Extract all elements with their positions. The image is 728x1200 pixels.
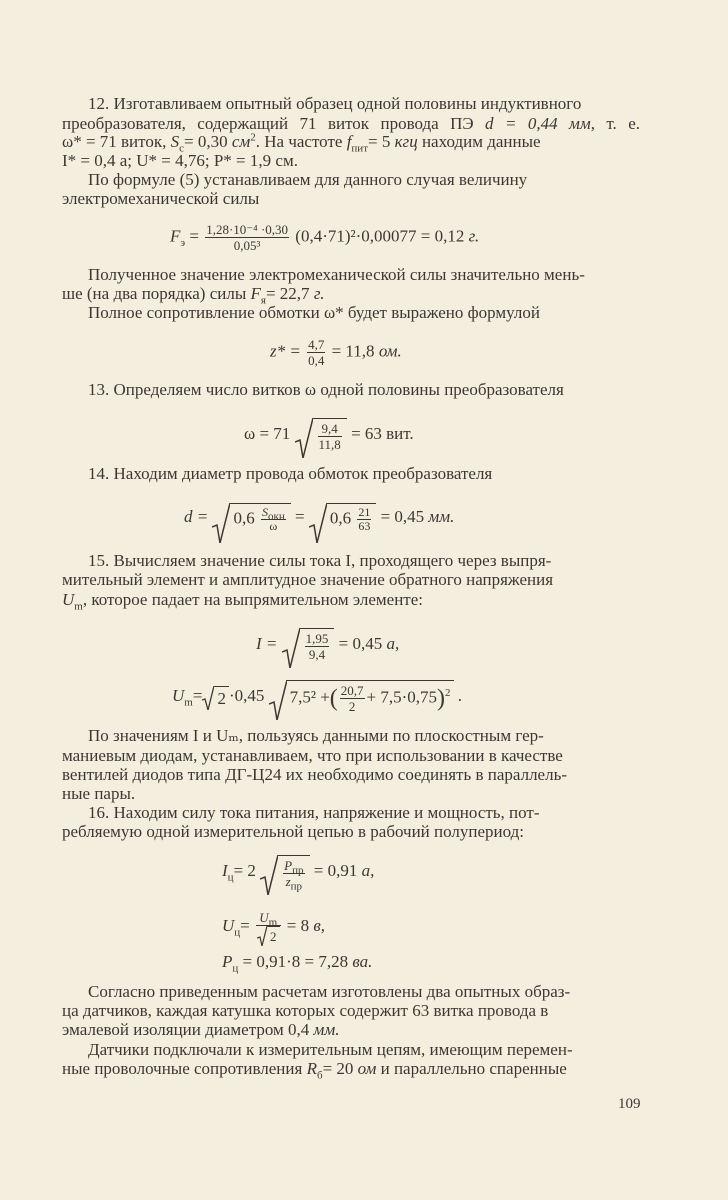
end-r-unit: ом [357,1059,377,1078]
equation-supply-voltage [222,910,422,944]
para13: 13. Определяем число витков ω одной половины преобразователя [88,380,564,399]
result-f-sub: я [260,294,266,307]
eq-uc-equals: = [240,915,250,935]
eq-ic-unit: а, [361,860,375,880]
eq-force-den: 0,05³ [233,238,261,253]
equation-reverse-voltage [172,680,572,714]
eq-um-num: 20,7 [340,683,364,698]
eq-d-den2: 63 [358,519,371,533]
end-line3 [62,1020,728,1040]
equation-current [256,628,496,662]
eq-force-num: 1,28·10⁻⁴ ·0,30 [206,222,289,237]
para12-unit: мм, [569,114,595,133]
para12-s-symbol: S [170,132,180,151]
end-r-value: = 20 [322,1059,354,1078]
eq-d-unit: мм. [428,506,455,526]
para12-line5: По формуле (5) устанавливаем для данного случая величину [88,170,528,189]
eq-uc-unit: в, [313,915,325,935]
eq-i-den: 9,4 [308,647,326,662]
eq-uc-lhs: U [222,915,235,935]
result-line2-text: ше (на два порядка) силы [62,284,247,303]
equation-turns [244,418,504,452]
eq-i-unit: а, [386,633,400,653]
diodes-line2: маниевым диодам, устанавливаем, что при использовании в качестве [62,746,563,765]
eq-d-equals: = [294,506,305,526]
eq-ic-num-sub: пр [292,864,304,877]
end-line4: Датчики подключали к измерительным цепям, имеющим перемен- [88,1040,573,1059]
para12-f-value: = 5 [368,132,391,151]
eq-force-unit: г. [468,226,480,246]
para12-f-unit: кгц [394,132,418,151]
eq-ic-equals: = 2 [233,860,256,880]
result-line3: Полное сопротивление обмотки ω* будет выражено формулой [88,303,540,322]
end-r-symbol: R [306,1059,317,1078]
eq-i-sqrt [282,628,335,662]
eq-force-fraction [205,222,289,253]
end-line3-text: эмалевой изоляции диаметром 0,4 [62,1020,310,1039]
result-f-value: = 22,7 [265,284,310,303]
eq-force-rest: (0,4·71)²·0,00077 = 0,12 [295,226,465,246]
eq-i-num: 1,95 [305,631,329,646]
eq-d-k2: 0,6 [329,508,352,528]
end-r-sub: б [316,1069,323,1082]
end-line5-tail: и параллельно спаренные [380,1059,567,1078]
para12-diameter: d = 0,44 [485,114,558,133]
end-line5 [62,1059,728,1082]
eq-i-rest: = 0,45 [338,633,383,653]
para12-freq-label: . На частоте [255,132,343,151]
radical-icon [269,680,287,720]
para12-f-symbol: f [346,132,352,151]
equation-diameter [184,503,544,533]
eq-w-fraction [318,421,342,452]
eq-uc-sqrt [257,926,280,944]
radical-icon [260,855,278,895]
radical-icon [295,418,313,458]
para12-line4: I* = 0,4 а; U* = 4,76; P* = 1,9 см. [62,151,298,170]
eq-uc-num: U [259,910,269,925]
eq-um-b: + 7,5·0,75 [366,687,438,707]
eq-z-unit: ом. [378,341,402,361]
eq-d-sqrt1 [212,503,290,533]
diodes-line4: ные пары. [62,784,136,803]
eq-w-den: 11,8 [318,437,341,452]
eq-d-num1: S [261,505,268,519]
equation-power [222,952,462,975]
eq-force-lhs-sub: э [180,236,186,249]
eq-ic-rest: = 0,91 [313,860,358,880]
para15-line3 [62,590,728,613]
equation-force: $F_э$ = $\frac{\text{1,28·10⁻⁴ ·0,30}}{\text{0,05³}}$ (0,4·71)²·0,00077 = 0,12 г. [170,222,480,253]
eq-ic-den: z [285,874,291,889]
result-f-unit: г. [313,284,325,303]
radical-icon [212,503,230,543]
eq-d-fraction1 [261,506,286,533]
eq-force-lhs: F [170,226,181,246]
para12-line2-tail: т. е. [606,114,641,133]
eq-um-equals: = [192,685,203,705]
equation-impedance [270,337,470,368]
eq-um-sqrt2 [202,686,229,709]
eq-d-sqrt2 [309,503,377,533]
page-number: 109 [618,1096,641,1112]
eq-w-sqrt [295,418,347,452]
end-line5-text: ные проволочные сопротивления [62,1059,303,1078]
eq-um-root2: 2 [214,686,229,709]
end-line2: ца датчиков, каждая катушка которых содержит 63 витка провода в [62,1001,549,1020]
radical-icon [202,686,214,710]
para15-line1: 15. Вычисляем значение силы тока I, проходящего через выпря- [88,551,552,570]
radical-icon [257,926,267,946]
para12-find-data: находим данные [421,132,541,151]
eq-d-fraction2 [357,506,371,533]
para12-s-unit: см [231,132,251,151]
eq-pc-lhs: P [222,952,233,971]
eq-um-a: 7,5² + [289,687,330,707]
eq-d-k1: 0,6 [233,508,255,528]
para12-s-sub: c [179,142,185,155]
eq-z-fraction [307,337,325,368]
para15-u-symbol: U [62,590,75,609]
eq-uc-lhs-sub: ц [234,926,241,939]
eq-uc-num-sub: m [268,916,278,929]
eq-pc-unit: ва. [352,952,373,971]
eq-um-lhs-sub: m [184,696,193,709]
eq-ic-lhs: I [222,860,228,880]
eq-d-rest: = 0,45 [380,506,425,526]
para15-line2: мительный элемент и амплитудное значение обратного напряжения [62,570,554,589]
para16-line1: 16. Находим силу тока питания, напряжение и мощность, пот- [88,803,540,822]
diodes-line1: По значениям I и Uₘ, пользуясь данными по плоскостным гер- [88,726,544,745]
eq-uc-den: 2 [267,926,280,944]
result-line2 [62,284,728,307]
end-line1: Согласно приведенным расчетам изготовлены два опытных образ- [88,982,571,1001]
para12-line2 [62,114,640,134]
para16-line2: ребляемую одной измерительной цепью в рабочий полупериод: [62,822,525,841]
para12-line3 [62,131,640,155]
eq-i-fraction [305,631,330,662]
eq-z-num: 4,7 [308,337,325,352]
para12-line1: 12. Изготавливаем опытный образец одной половины индуктивного [88,94,582,113]
eq-um-lhs: U [172,685,185,705]
eq-w-rest: = 63 вит. [351,423,414,443]
eq-z-rest: = 11,8 [331,341,375,361]
para12-turns: ω* = 71 виток, [62,132,167,151]
eq-d-den1: ω [269,519,278,533]
eq-um-sup: 2 [445,686,451,699]
eq-um-mul: ·0,45 [228,685,265,705]
para12-s-value: = 0,30 [184,132,228,151]
eq-ic-den-sub: пр [290,880,303,893]
eq-pc-rest: = 0,91·8 = 7,28 [242,952,349,971]
result-f-symbol: F [250,284,261,303]
para12-f-sub: пит [351,142,369,155]
eq-um-sqrt: 7,5² +( $\frac{20,7}{2}$ + 7,5·0,75)$^2$ [269,680,454,714]
diodes-line3: вентилей диодов типа ДГ-Ц24 их необходимо соединять в параллель- [62,765,567,784]
eq-w-num: 9,4 [318,421,342,437]
equation-supply-current [222,855,482,893]
para15-line3-text: , которое падает на выпрямительном элементе: [82,590,424,609]
eq-pc-lhs-sub: ц [232,962,239,975]
eq-um-den: 2 [348,699,356,714]
eq-d-lhs: d = [184,506,209,526]
para12-s-sup: 2 [250,131,256,144]
eq-i-lhs: I = [256,633,278,653]
eq-ic-lhs-sub: ц [227,871,234,884]
eq-w-lhs: ω = 71 [244,423,291,443]
radical-icon [282,628,300,668]
eq-ic-sqrt [260,855,309,893]
eq-ic-fraction [283,858,304,893]
eq-uc-rest: = 8 [286,915,310,935]
eq-d-num2: 21 [358,505,371,519]
para12-line6: электромеханической силы [62,189,260,208]
para12-line2-text: преобразователя, содержащий 71 виток провода ПЭ [62,114,474,133]
eq-z-den: 0,4 [308,353,325,368]
eq-ic-num: P [284,858,293,873]
eq-um-fraction [340,683,365,714]
eq-um-end: . [457,685,463,705]
eq-uc-fraction [256,910,281,944]
radical-icon [309,503,327,543]
result-line1: Полученное значение электромеханической силы значительно мень- [88,265,585,284]
end-line3-unit: мм. [313,1020,340,1039]
eq-z-lhs: z* = [270,341,301,361]
eq-d-num1-sub: окн [267,510,285,523]
para15-u-sub: m [74,600,83,613]
para14: 14. Находим диаметр провода обмоток преобразователя [88,464,493,483]
